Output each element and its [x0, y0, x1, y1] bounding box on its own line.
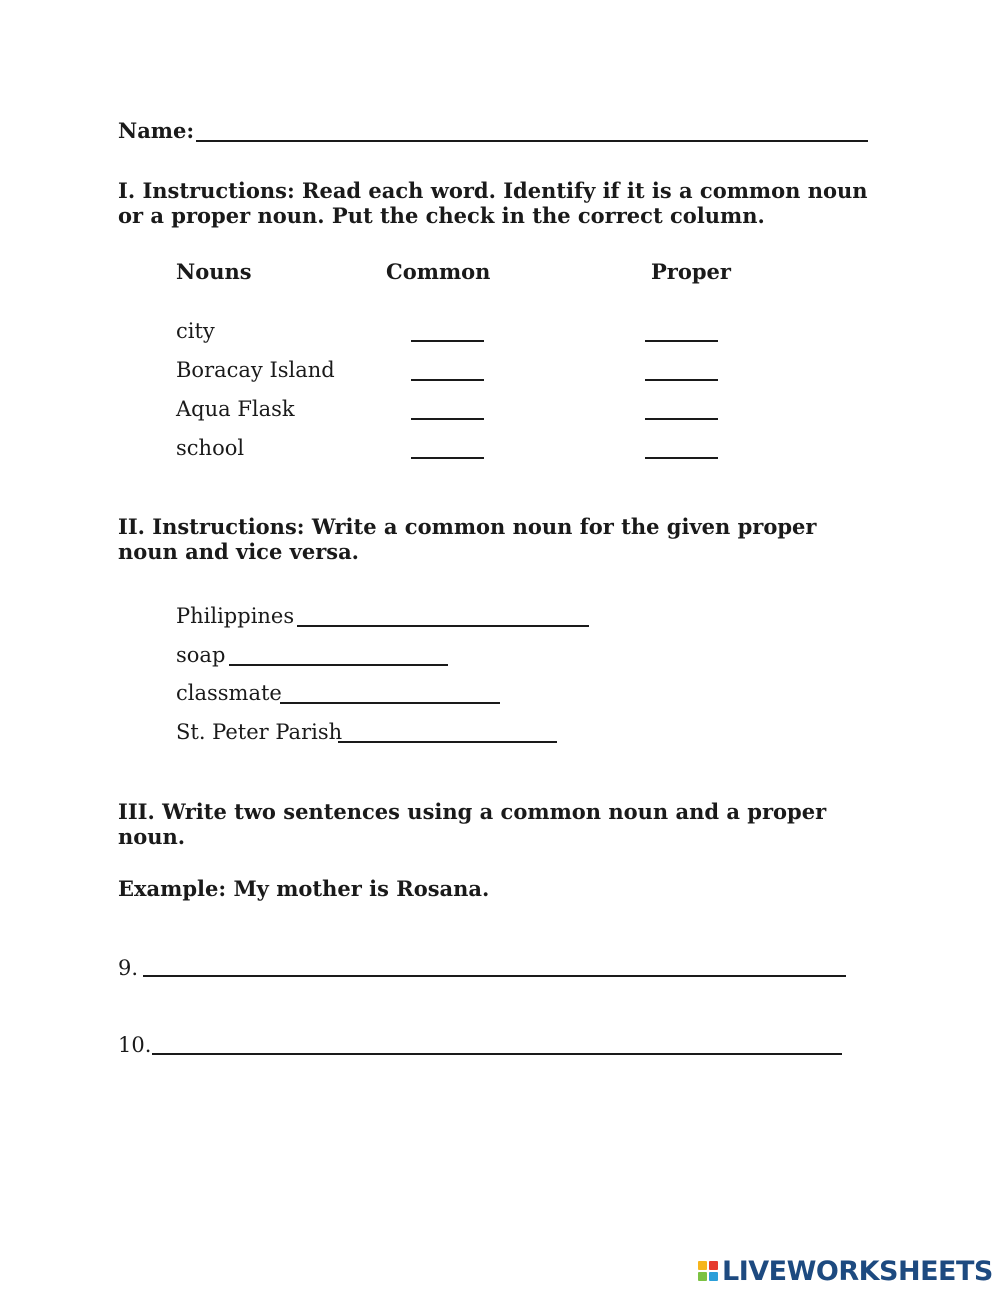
name-label: Name:: [118, 118, 195, 143]
logo-text: LIVEWORKSHEETS: [722, 1255, 993, 1287]
item-number: 9.: [118, 956, 139, 980]
item-number: 10.: [118, 1033, 152, 1057]
sentence-blank[interactable]: [143, 975, 846, 977]
item-label: classmate: [176, 681, 282, 705]
answer-blank[interactable]: [280, 702, 500, 704]
column-header-proper: Proper: [651, 259, 731, 284]
noun-label: school: [176, 436, 245, 460]
name-underline: [196, 140, 868, 142]
section3-heading-line1: III. Write two sentences using a common noun and a proper: [118, 799, 827, 824]
name-input[interactable]: [200, 116, 860, 140]
section3-heading-line2: noun.: [118, 824, 186, 849]
proper-blank[interactable]: [645, 418, 718, 420]
item-label: soap: [176, 643, 226, 667]
example-sentence: Example: My mother is Rosana.: [118, 876, 490, 901]
section2-heading-line1: II. Instructions: Write a common noun for the given proper: [118, 514, 817, 539]
logo-block: [709, 1272, 718, 1281]
common-blank[interactable]: [411, 379, 484, 381]
proper-blank[interactable]: [645, 379, 718, 381]
item-label: Philippines: [176, 604, 295, 628]
logo-block: [698, 1272, 707, 1281]
logo-blocks-icon: [698, 1261, 718, 1281]
answer-blank[interactable]: [297, 625, 589, 627]
noun-label: Boracay Island: [176, 358, 335, 382]
noun-label: Aqua Flask: [176, 397, 295, 421]
column-header-common: Common: [386, 259, 491, 284]
answer-blank[interactable]: [338, 741, 557, 743]
logo-block: [698, 1261, 707, 1270]
proper-blank[interactable]: [645, 340, 718, 342]
noun-label: city: [176, 319, 215, 343]
section1-heading-line2: or a proper noun. Put the check in the correct column.: [118, 203, 765, 228]
item-label: St. Peter Parish: [176, 720, 343, 744]
proper-blank[interactable]: [645, 457, 718, 459]
common-blank[interactable]: [411, 457, 484, 459]
common-blank[interactable]: [411, 418, 484, 420]
section1-heading-line1: I. Instructions: Read each word. Identify if it is a common noun: [118, 178, 868, 203]
common-blank[interactable]: [411, 340, 484, 342]
liveworksheets-logo: [698, 1256, 993, 1286]
logo-block: [709, 1261, 718, 1270]
column-header-nouns: Nouns: [176, 259, 252, 284]
section2-heading-line2: noun and vice versa.: [118, 539, 359, 564]
answer-blank[interactable]: [229, 664, 448, 666]
sentence-blank[interactable]: [152, 1053, 842, 1055]
